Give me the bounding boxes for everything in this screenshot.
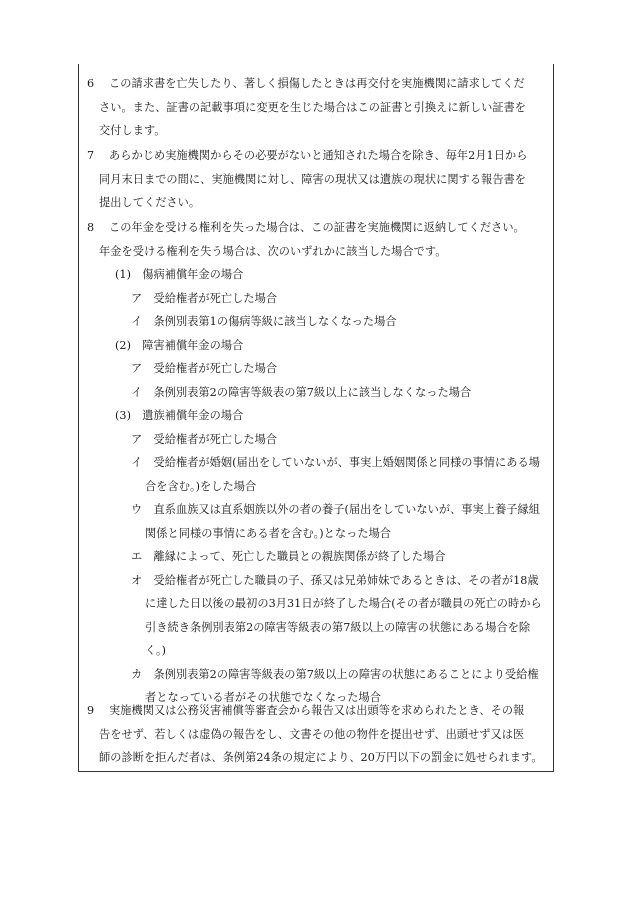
sub-entry: ウ 直系血族又は直系姻族以外の者の養子(届出をしていないが、事実上養子縁組	[131, 503, 540, 516]
text-line: 8 この年金を受ける権利を失った場合は、この証書を実施機関に返納してください。	[87, 216, 549, 240]
notice-item-7	[87, 144, 549, 215]
sub-entry: イ 条例別表第1の傷病等級に該当しなくなった場合	[131, 315, 397, 328]
text-line: 交付します。	[99, 124, 166, 137]
notice-item-9	[87, 699, 549, 770]
text-line: 7 あらかじめ実施機関からその必要がないと通知された場合を除き、毎年2月1日から	[87, 144, 549, 168]
text-line: 告をせず、若しくは虚偽の報告をし、文書その他の物件を提出せず、出頭せず又は医	[99, 727, 525, 741]
text-line: 同月末日までの間に、実施機関に対し、障害の現状又は遺族の現状に関する報告書を	[99, 172, 527, 186]
sub-entry-cont: 合を含む。)をした場合	[145, 479, 257, 493]
notice-frame	[78, 64, 554, 772]
sub-entry: イ 受給権者が婚姻(届出をしていないが、事実上婚姻関係と同様の事情にある場	[131, 456, 540, 469]
sub-entry-cont: 者となっている者がその状態でなくなった場合	[145, 691, 381, 704]
sub-entry-cont: 引き続き条例別表第2の障害等級表の第7級以上の障害の状態にある場合を除	[145, 620, 531, 634]
subsection-heading: (3) 遺族補償年金の場合	[115, 409, 244, 422]
subsection-heading: (2) 障害補償年金の場合	[115, 338, 244, 352]
sub-entry-cont: 関係と同様の事情にある者を含む。)となった場合	[145, 526, 392, 540]
notice-item-6	[87, 72, 549, 143]
sub-entry: オ 受給権者が死亡した職員の子、孫又は兄弟姉妹であるときは、その者が18歳	[131, 573, 539, 587]
sub-entry: ア 受給権者が死亡した場合	[131, 291, 278, 305]
item-number: 7	[87, 149, 95, 162]
item-number: 9	[87, 704, 95, 717]
sub-entry: カ 条例別表第2の障害等級表の第7級以上の障害の状態にあることにより受給権	[131, 667, 539, 681]
subsection-heading: (1) 傷病補償年金の場合	[115, 268, 244, 281]
text-line: 6 この請求書を亡失したり、著しく損傷したときは再交付を実施機関に請求してくだ	[87, 72, 549, 96]
text-line: 9 実施機関又は公務災害補償等審査会から報告又は出頭等を求められたとき、その報	[87, 699, 549, 723]
sub-entry-cont: に達した日以後の最初の3月31日が終了した場合(その者が職員の死亡の時から	[145, 597, 542, 610]
text-line: 師の診断を拒んだ者は、条例第24条の規定により、20万円以下の罰金に処せられます。	[99, 751, 543, 764]
item-number: 8	[87, 221, 95, 234]
sub-entry: エ 離縁によって、死亡した職員との親族関係が終了した場合	[131, 550, 446, 563]
notice-item-8	[87, 216, 549, 710]
sub-entry: ア 受給権者が死亡した場合	[131, 362, 278, 375]
text-line: 年金を受ける権利を失う場合は、次のいずれかに該当した場合です。	[99, 244, 447, 258]
text-line: さい。また、証書の記載事項に変更を生じた場合はこの証書と引換えに新しい証書を	[99, 100, 527, 114]
text-line: 提出してください。	[99, 196, 201, 209]
item-number: 6	[87, 77, 95, 90]
sub-entry-cont: く。)	[145, 644, 167, 657]
sub-entry: イ 条例別表第2の障害等級表の第7級以上に該当しなくなった場合	[131, 385, 472, 399]
sub-entry: ア 受給権者が死亡した場合	[131, 432, 278, 446]
